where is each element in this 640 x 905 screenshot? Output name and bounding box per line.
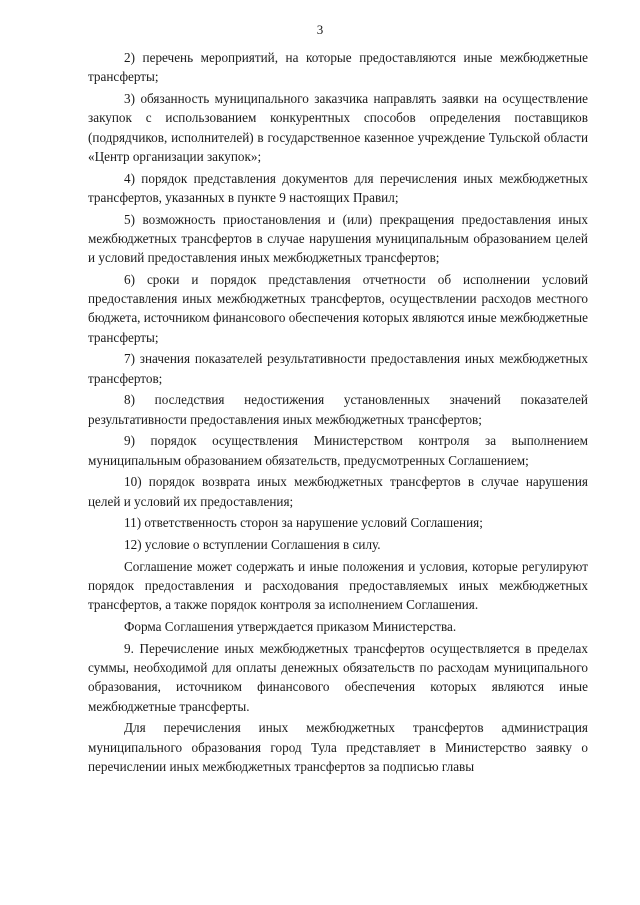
paragraph-item-6: 6) сроки и порядок представления отчетности об исполнении условий предоставления иных межбюджетных трансфертов, осуществлении расходов местного бюджета, источником финансового обеспечения которых являются иные межбюджетные трансферты; [88, 271, 588, 345]
paragraph-agreement-terms: Соглашение может содержать и иные положения и условия, которые регулируют порядок предоставления и расходования предоставляемых иных межбюджетных трансфертов, а также порядок контроля за исполнением Соглашения. [88, 558, 588, 613]
paragraph-item-10: 10) порядок возврата иных межбюджетных трансфертов в случае нарушения целей и условий их предоставления; [88, 474, 588, 509]
paragraph-item-11: 11) ответственность сторон за нарушение условий Соглашения; [124, 515, 483, 531]
paragraph-transfer-request: Для перечисления иных межбюджетных трансфертов администрация муниципального образования город Тула представляет в Министерство заявку о перечислении иных межбюджетных трансфертов за подписью главы [88, 720, 588, 774]
paragraph-item-12: 12) условие о вступлении Соглашения в силу. [124, 537, 381, 552]
paragraph-item-4: 4) порядок представления документов для перечисления иных межбюджетных трансфертов, указанных в пункте 9 настоящих Правил; [88, 170, 588, 205]
paragraph-item-2: 2) перечень мероприятий, на которые предоставляются иные межбюджетные трансферты; [88, 50, 588, 85]
paragraph-item-9: 9) порядок осуществления Министерством контроля за выполнением муниципальным образованием обязательств, предусмотренных Соглашением; [88, 433, 588, 468]
paragraph-item-5: 5) возможность приостановления и (или) прекращения предоставления иных межбюджетных трансфертов в случае нарушения муниципальным образованием целей и условий предоставления иных межбюджетных трансфертов; [88, 211, 588, 265]
paragraph-agreement-form: Форма Соглашения утверждается приказом Министерства. [124, 619, 457, 634]
page-number: 3 [316, 22, 324, 37]
paragraph-item-8: 8) последствия недостижения установленных значений показателей результативности предоставления иных межбюджетных трансфертов; [88, 392, 588, 427]
paragraph-item-3: 3) обязанность муниципального заказчика направлять заявки на осуществление закупок с использованием конкурентных способов определения поставщиков (подрядчиков, исполнителей) в государственное казенное учреждение Тульской области «Центр организации закупок»; [88, 91, 588, 164]
paragraph-section-9: 9. Перечисление иных межбюджетных трансфертов осуществляется в пределах суммы, необходимой для оплаты денежных обязательств по расходам муниципального образования, источником финансового обеспечения которых являются иные межбюджетные трансферты. [88, 640, 588, 714]
paragraph-item-7: 7) значения показателей результативности предоставления иных межбюджетных трансфертов; [88, 351, 588, 386]
document-body [88, 48, 588, 776]
